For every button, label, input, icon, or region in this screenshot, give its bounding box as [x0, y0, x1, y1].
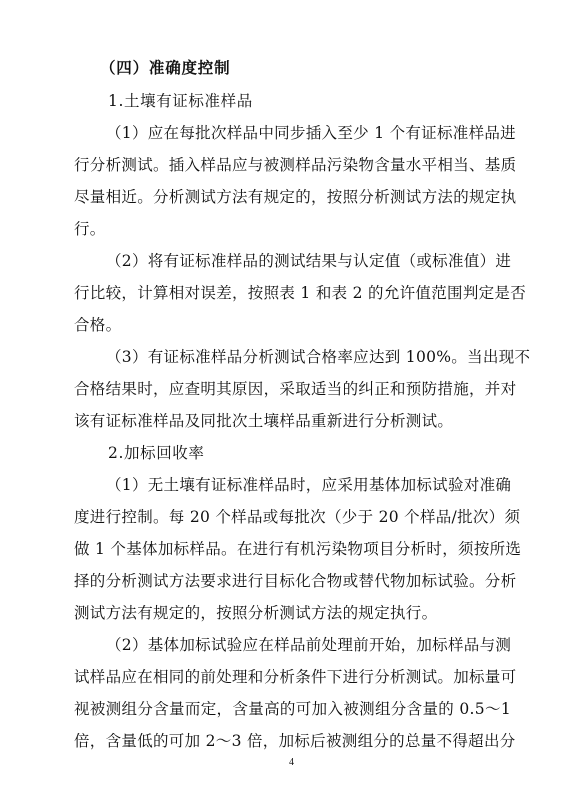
subsection-title-2: 2.加标回收率 [108, 444, 205, 462]
paragraph-line: 择的分析测试方法要求进行目标化合物或替代物加标试验。分析 [74, 572, 517, 590]
paragraph-line: （3）有证标准样品分析测试合格率应达到 100%。当出现不 [106, 348, 531, 366]
paragraph-line: 度进行控制。每 20 个样品或每批次（少于 20 个样品/批次）须 [74, 508, 521, 526]
paragraph-line: 试样品应在相同的前处理和分析条件下进行分析测试。加标量可 [74, 668, 517, 686]
subsection-title-1: 1.土壤有证标准样品 [108, 92, 253, 110]
paragraph-line: 行分析测试。插入样品应与被测样品污染物含量水平相当、基质 [74, 156, 517, 174]
paragraph-line: 倍，含量低的可加 2～3 倍，加标后被测组分的总量不得超出分 [74, 732, 516, 750]
paragraph-line: 视被测组分含量而定，含量高的可加入被测组分含量的 0.5～1 [74, 700, 511, 718]
page-number: 4 [289, 757, 294, 768]
paragraph-line: （1）无土壤有证标准样品时，应采用基体加标试验对准确 [106, 476, 512, 494]
paragraph-line: 行。 [74, 220, 106, 238]
paragraph-line: （2）将有证标准样品的测试结果与认定值（或标准值）进 [106, 252, 512, 270]
paragraph-line: 该有证标准样品及同批次土壤样品重新进行分析测试。 [74, 412, 454, 430]
paragraph-line: （1）应在每批次样品中同步插入至少 1 个有证标准样品进 [106, 124, 516, 142]
paragraph-line: 做 1 个基体加标样品。在进行有机污染物项目分析时，须按所选 [74, 540, 522, 558]
paragraph-line: （2）基体加标试验应在样品前处理前开始，加标样品与测 [106, 636, 512, 654]
paragraph-line: 合格结果时，应查明其原因，采取适当的纠正和预防措施，并对 [74, 380, 517, 398]
paragraph-line: 合格。 [74, 316, 122, 334]
paragraph-line: 行比较，计算相对误差，按照表 1 和表 2 的允许值范围判定是否 [74, 284, 527, 302]
paragraph-line: 尽量相近。分析测试方法有规定的，按照分析测试方法的规定执 [74, 188, 517, 206]
section-heading: （四）准确度控制 [100, 58, 231, 77]
paragraph-line: 测试方法有规定的，按照分析测试方法的规定执行。 [74, 604, 438, 622]
